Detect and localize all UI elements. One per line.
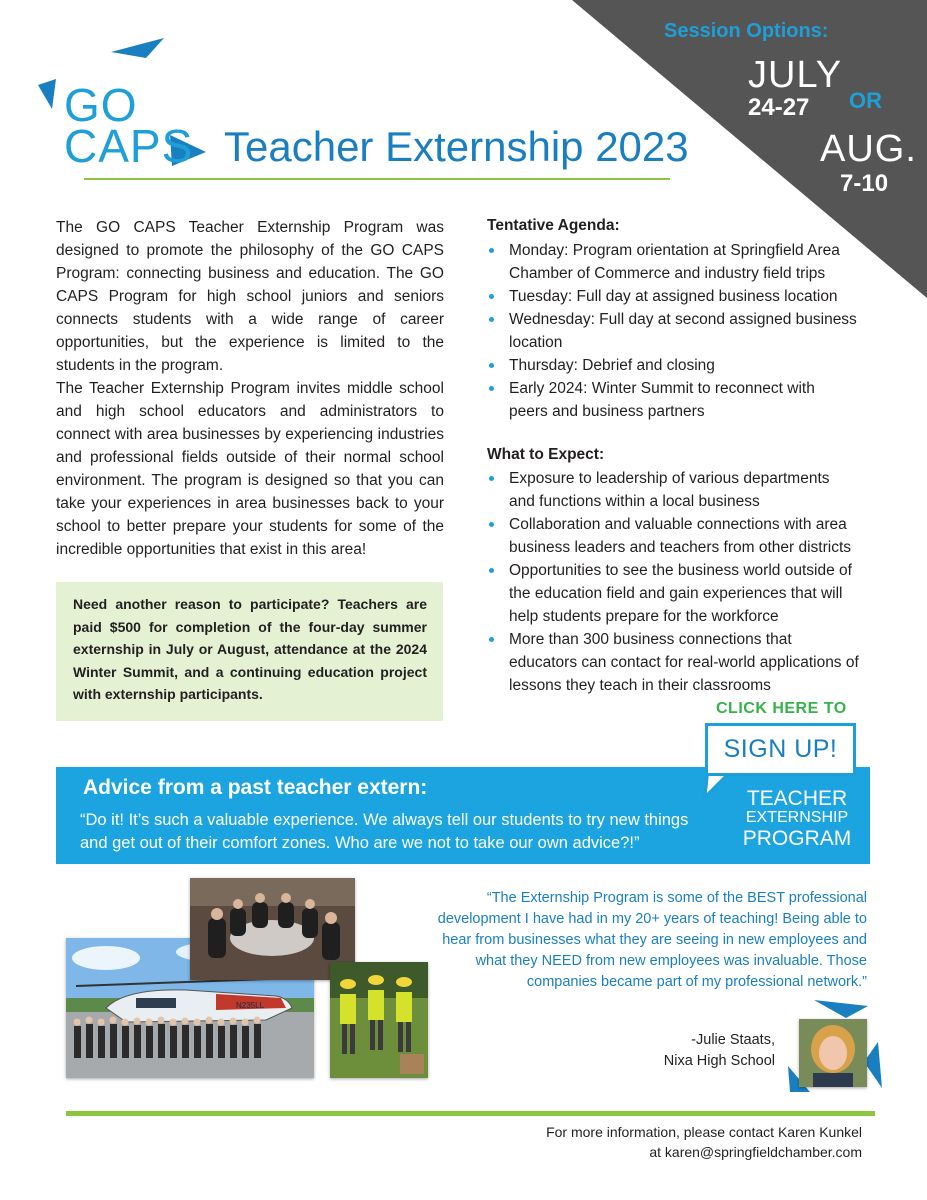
- agenda-item: Monday: Program orientation at Springfield Area Chamber of Commerce and industry field trips: [487, 239, 857, 285]
- expect-item: Opportunities to see the business world outside of the education field and gain experiences that will help students prepare for the workforce: [487, 559, 859, 628]
- agenda-item: Tuesday: Full day at assigned business location: [487, 285, 857, 308]
- field-trip-photo-image: [330, 962, 428, 1078]
- expect-item: Exposure to leadership of various departments and functions within a local business: [487, 467, 859, 513]
- advice-heading: Advice from a past teacher extern:: [83, 776, 428, 799]
- session-options-label: Session Options:: [664, 20, 829, 42]
- click-here-label[interactable]: CLICK HERE TO: [716, 700, 847, 717]
- testimonial-school: Nixa High School: [663, 1053, 775, 1069]
- teacher-portrait-image: [799, 1019, 867, 1087]
- testimonial-author: -Julie Staats,: [691, 1032, 775, 1048]
- expect-list: [487, 467, 859, 697]
- program-label-line3: PROGRAM: [742, 827, 852, 850]
- intro-paragraph-2: The Teacher Externship Program invites middle school and high school educators and administrators to connect with area businesses by experiencing industries and professional fields outside of their normal school environment. The program is designed so that you can take your experiences in area businesses back to your school to better prepare your students for some of the incredible opportunities that exist in this area!: [56, 380, 444, 558]
- page-title: Teacher Externship 2023: [224, 123, 689, 170]
- title-underline: [84, 178, 670, 180]
- program-label-line1: TEACHER: [746, 787, 848, 810]
- sign-up-button[interactable]: SIGN UP!: [705, 723, 856, 776]
- session-option2-month: AUG.: [820, 128, 917, 170]
- expect-heading: What to Expect:: [487, 446, 605, 463]
- program-label-line2: EXTERNSHIP: [745, 809, 849, 826]
- agenda-item: Wednesday: Full day at second assigned business location: [487, 308, 857, 354]
- footer-contact-line2[interactable]: at karen@springfieldchamber.com: [649, 1144, 862, 1160]
- agenda-item: Thursday: Debrief and closing: [487, 354, 857, 377]
- agenda-list: [487, 239, 857, 423]
- logo-caps: CAPS: [64, 120, 194, 172]
- expect-item: Collaboration and valuable connections with area business leaders and teachers from other districts: [487, 513, 859, 559]
- field-trip-photo: [330, 962, 428, 1078]
- agenda-heading: Tentative Agenda:: [487, 217, 620, 234]
- session-option1-days: 24-27: [748, 94, 810, 121]
- agenda-item: Early 2024: Winter Summit to reconnect with peers and business partners: [487, 377, 857, 423]
- reason-box: [56, 582, 443, 721]
- reason-text: Need another reason to participate? Teachers are paid $500 for completion of the four-day summer externship in July or August, attendance at the 2024 Winter Summit, and a continuing education project with externship participants.: [73, 596, 427, 702]
- intro-paragraph-1: The GO CAPS Teacher Externship Program was designed to promote the philosophy of the GO CAPS Program: connecting business and education. The GO CAPS Program for high school juniors and seniors connects students with a wide range of career opportunities, but the experience is limited to the students in the program.: [56, 219, 444, 374]
- teacher-portrait: [799, 1019, 867, 1087]
- advice-quote: “Do it! It’s such a valuable experience. We always tell our students to try new things and get out of their comfort zones. Who are we not to take our own advice?!”: [80, 811, 689, 852]
- program-label: [735, 788, 859, 849]
- footer-rule: [66, 1111, 875, 1116]
- session-option2-days: 7-10: [840, 170, 889, 197]
- session-or-label: OR: [849, 88, 882, 113]
- expect-item: More than 300 business connections that educators can contact for real-world applications of lessons they teach in their classrooms: [487, 628, 859, 697]
- footer-contact-line1: For more information, please contact Karen Kunkel: [546, 1124, 862, 1140]
- testimonial-quote: “The Externship Program is some of the BEST professional development I have had in my 20+ years of teaching! Being able to hear from businesses what they are seeing in new employees and what they NEED from new employees was invaluable. Those companies became part of my professional network.”: [437, 890, 867, 990]
- session-option1-month: JULY: [748, 54, 843, 96]
- logo-go: GO: [64, 79, 138, 131]
- helicopter-tail-number: N235LL: [236, 1001, 265, 1010]
